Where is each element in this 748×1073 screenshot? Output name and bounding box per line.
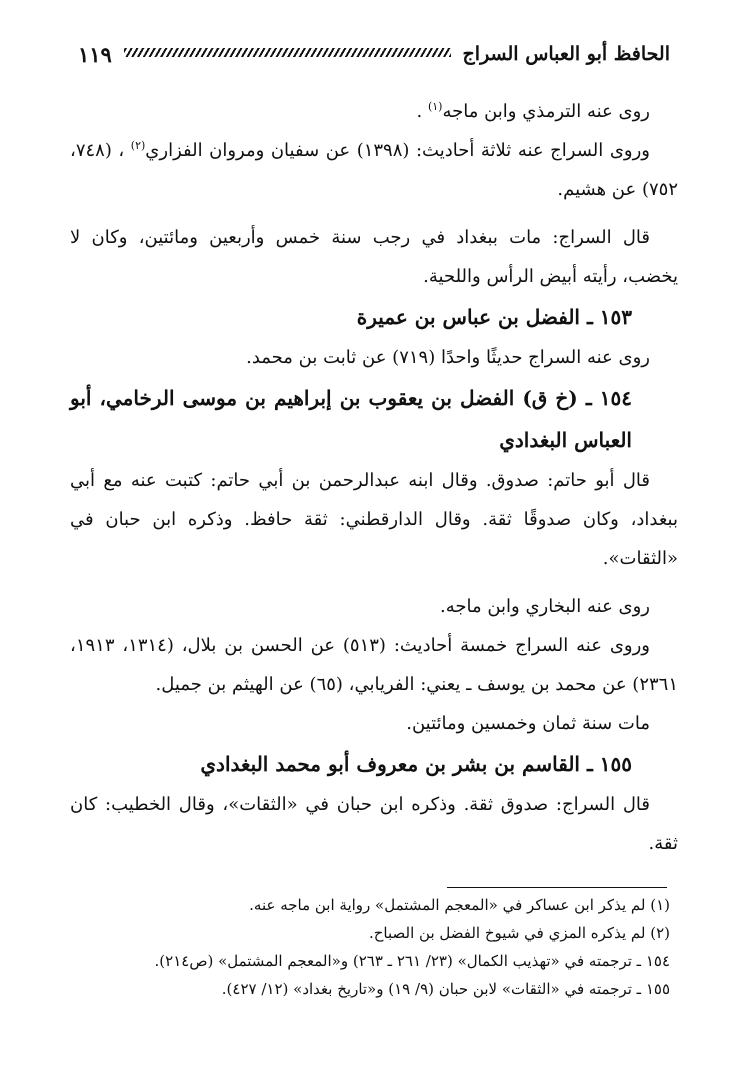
paragraph: روى عنه السراج حديثًا واحدًا (٧١٩) عن ثابت بن محمد. [246, 347, 650, 368]
paragraph: قال السراج: مات ببغداد في رجب سنة خمس وأربعين ومائتين، وكان لا يخضب، رأيته أبيض الرأس واللحية. [70, 227, 678, 287]
footnote-ref: (٢) [130, 139, 146, 152]
body-text [70, 92, 678, 863]
paragraph: وروى عنه السراج خمسة أحاديث: (٥١٣) عن الحسن بن بلال، (١٣١٤، ١٩١٣، ٢٣٦١) عن محمد بن يوسف ـ يعني: الفريابي، (٦٥) عن الهيثم بن جميل. [70, 635, 678, 695]
running-title: الحافظ أبو العباس السراج [462, 43, 670, 65]
footnote: (٢) لم يذكره المزي في شيوخ الفضل بن الصباح. [368, 924, 670, 942]
footnote: ١٥٥ ـ ترجمته في «الثقات» لابن حبان (٩/ ١٩) و«تاريخ بغداد» (١٢/ ٤٢٧). [221, 980, 670, 998]
footnote-ref: (١) [427, 100, 443, 113]
paragraph: روى عنه الترمذي وابن ماجه$^{(١)}$ . [416, 100, 650, 122]
header-ornament-rule [124, 48, 451, 57]
paragraph: مات سنة ثمان وخمسين ومائتين. [406, 713, 650, 734]
paragraph: روى عنه البخاري وابن ماجه. [439, 596, 650, 617]
paragraph: قال أبو حاتم: صدوق. وقال ابنه عبدالرحمن بن أبي حاتم: كتبت عنه مع أبي ببغداد، وكان صدوقًا ثقة. وقال الدارقطني: ثقة حافظ. وذكره ابن حبان في «الثقات». [70, 470, 678, 569]
footnotes [154, 891, 670, 1003]
page-header [78, 34, 670, 74]
page-number: ١١٩ [78, 41, 112, 67]
footnote: (١) لم يذكر ابن عساكر في «المعجم المشتمل» رواية ابن ماجه عنه. [249, 896, 670, 914]
paragraph: وروى السراج عنه ثلاثة أحاديث: (١٣٩٨) عن سفيان ومروان الفزاري$^{(٢)}$ ، (٧٤٨، ٧٥٢) عن هشيم. [70, 139, 678, 200]
entry-heading: ١٥٥ ـ القاسم بن بشر بن معروف أبو محمد البغدادي [200, 752, 632, 776]
entry-heading: ١٥٣ ـ الفضل بن عباس بن عميرة [356, 305, 632, 329]
footnote-divider [447, 887, 667, 888]
entry-heading: ١٥٤ ـ (خ ق) الفضل بن يعقوب بن إبراهيم بن موسى الرخامي، أبو العباس البغدادي [70, 386, 632, 452]
paragraph: قال السراج: صدوق ثقة. وذكره ابن حبان في «الثقات»، وقال الخطيب: كان ثقة. [70, 794, 678, 854]
footnote: ١٥٤ ـ ترجمته في «تهذيب الكمال» (٢٣/ ٢٦١ ـ ٢٦٣) و«المعجم المشتمل» (ص٢١٤). [154, 952, 670, 970]
